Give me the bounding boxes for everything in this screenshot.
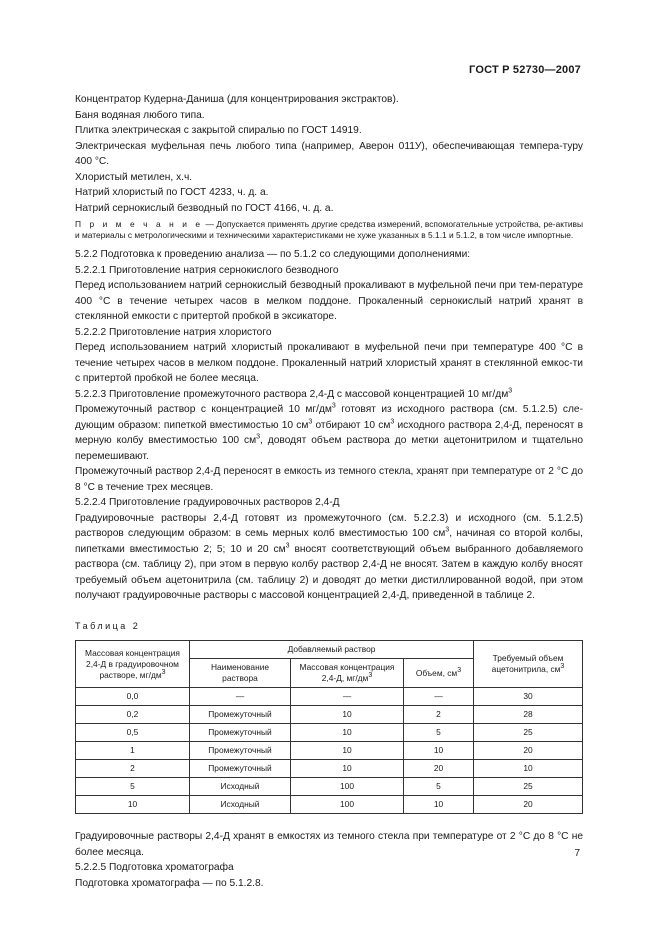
cell: 10 bbox=[291, 742, 404, 760]
cell: 0,2 bbox=[76, 706, 190, 724]
cell: Исходный bbox=[190, 796, 291, 814]
cell: 10 bbox=[404, 796, 474, 814]
superscript: 3 bbox=[390, 418, 395, 426]
cell: 2 bbox=[404, 706, 474, 724]
cell: 2 bbox=[76, 760, 190, 778]
heading-text: 5.2.2.3 Приготовление промежуточного раствора 2,4-Д с массовой концентрацией 10 мг/дм bbox=[75, 388, 509, 400]
subsection-heading bbox=[75, 387, 583, 403]
header-volume: Объем, $см^3$ bbox=[404, 659, 474, 688]
cell: 10 bbox=[291, 760, 404, 778]
cell: 10 bbox=[474, 760, 583, 778]
header-added-solution: Добавляемый раствор bbox=[190, 641, 474, 659]
superscript: 3 bbox=[331, 403, 336, 411]
table-caption: Таблица 2 bbox=[75, 620, 141, 631]
paragraph: Хлористый метилен, х.ч. bbox=[75, 171, 193, 183]
cell: 25 bbox=[474, 778, 583, 796]
cell: — bbox=[190, 688, 291, 706]
cell: 1 bbox=[76, 742, 190, 760]
text-run: отбирают 10 см bbox=[312, 419, 391, 431]
table-2 bbox=[75, 640, 583, 814]
table-row bbox=[76, 688, 583, 706]
table-row bbox=[76, 796, 583, 814]
cell: Промежуточный bbox=[190, 706, 291, 724]
paragraph: Перед использованием натрий сернокислый безводный прокаливают в муфельной печи при тем-пературе 400 °С в течение четырех часов в мелком поддоне. Прокаленный сернокислый натрий хранят в стеклянной емкости с притертой пробкой в эксикаторе. bbox=[75, 280, 583, 323]
paragraph: Электрическая муфельная печь любого типа (например, Аверон 011У), обеспечивающая темпера-туру 400 °С. bbox=[75, 140, 583, 167]
note bbox=[75, 219, 583, 241]
cell: 20 bbox=[404, 760, 474, 778]
cell: 20 bbox=[474, 742, 583, 760]
table-row bbox=[76, 742, 583, 760]
note-label: П р и м е ч а н и е bbox=[75, 219, 204, 229]
text-run: Промежуточный раствор с концентрацией 10 мг/дм bbox=[75, 404, 332, 416]
paragraph: Промежуточный раствор 2,4-Д переносят в емкость из темного стекла, хранят при температуре от 2 °С до 8 °С в течение трех месяцев. bbox=[75, 466, 583, 493]
cell: 30 bbox=[474, 688, 583, 706]
paragraph bbox=[75, 511, 583, 604]
header-acetonitrile-volume: Требуемый объем ацетонитрила, $см^3$ bbox=[474, 641, 583, 688]
table-row bbox=[76, 760, 583, 778]
cell: 10 bbox=[76, 796, 190, 814]
subsection-heading: 5.2.2.2 Приготовление натрия хлористого bbox=[75, 326, 272, 338]
cell: Исходный bbox=[190, 778, 291, 796]
text-run: вносят соответствующий объем выбранного добавляемого раствора (см. таблицу 2), при этом в первую колбу раствор 2,4-Д не вносят. Затем в каждую колбу вносят требуемый объем ацетонитрила (см. таблицу 2) и доводят до метки дистиллированной водой, при этом получают градуировочные растворы с массовой концентрацией 2,4-Д, приведенной в таблице 2. bbox=[75, 543, 584, 602]
superscript: 3 bbox=[445, 527, 450, 535]
cell: 10 bbox=[291, 706, 404, 724]
paragraph: Концентратор Кудерна-Даниша (для концентрирования экстрактов). bbox=[75, 94, 399, 105]
cell: 0,0 bbox=[76, 688, 190, 706]
note-text: — Допускается применять другие средства измерений, вспомогательные устройства, ре-активы и материалы с метрологическими и техническими характеристиками не хуже указанных в 5.1.1 и 5.1.2, в том числе импортные. bbox=[75, 219, 583, 241]
cell: 0,5 bbox=[76, 724, 190, 742]
text-run: , доводят объем раствора до метки ацетонитрилом и тщательно перемешивают. bbox=[75, 435, 583, 462]
subsection-heading: 5.2.2.4 Приготовление градуировочных растворов 2,4-Д bbox=[75, 497, 340, 509]
document-header: ГОСТ Р 52730—2007 bbox=[469, 64, 581, 76]
superscript: 3 bbox=[256, 434, 261, 442]
cell: 5 bbox=[404, 724, 474, 742]
header-solution-name: Наименование раствора bbox=[190, 659, 291, 688]
cell: Промежуточный bbox=[190, 760, 291, 778]
superscript: 3 bbox=[285, 542, 290, 550]
paragraph: Плитка электрическая с закрытой спиралью по ГОСТ 14919. bbox=[75, 125, 362, 136]
section-heading: 5.2.2 Подготовка к проведению анализа — по 5.1.2 со следующими дополнениями: bbox=[75, 249, 471, 261]
paragraph: Баня водяная любого типа. bbox=[75, 109, 205, 121]
header-mass-concentration: Массовая концентрация 2,4-Д в градуировочном растворе, $мг/дм^3$ bbox=[76, 641, 190, 688]
paragraph: Натрий хлористый по ГОСТ 4233, ч. д. а. bbox=[75, 187, 269, 198]
cell: 100 bbox=[291, 796, 404, 814]
subsection-heading: 5.2.2.1 Приготовление натрия сернокислого безводного bbox=[75, 264, 339, 276]
cell: 10 bbox=[404, 742, 474, 760]
page-content bbox=[75, 92, 583, 891]
cell: 25 bbox=[474, 724, 583, 742]
cell: Промежуточный bbox=[190, 724, 291, 742]
table-row bbox=[76, 706, 583, 724]
cell: — bbox=[404, 688, 474, 706]
cell: 100 bbox=[291, 778, 404, 796]
cell: Промежуточный bbox=[190, 742, 291, 760]
cell: 20 bbox=[474, 796, 583, 814]
cell: 5 bbox=[404, 778, 474, 796]
page-number: 7 bbox=[574, 848, 580, 859]
cell: — bbox=[291, 688, 404, 706]
text-run: , начиная со второй колбы, пипетками вместимостью 2; 5; 10 и 20 см bbox=[75, 528, 583, 555]
superscript: 3 bbox=[508, 387, 513, 395]
paragraph: Подготовка хроматографа — по 5.1.2.8. bbox=[75, 877, 264, 889]
text-run: исходного раствора 2,4-Д, переносят в мерную колбу вместимостью 100 см bbox=[75, 419, 583, 447]
cell: 28 bbox=[474, 706, 583, 724]
header-solution-concentration: Массовая концентрация 2,4-Д, $мг/дм^3$ bbox=[291, 659, 404, 688]
cell: 5 bbox=[76, 778, 190, 796]
paragraph: Перед использованием натрий хлористый прокаливают в муфельной печи при температуре 400 °С в течение четырех часов в мелком поддоне. Прокаленный натрий хлористый хранят в стеклянной емкос-ти с притертой пробкой не более месяца. bbox=[75, 342, 583, 385]
paragraph bbox=[75, 402, 583, 464]
table-row bbox=[76, 724, 583, 742]
subsection-heading: 5.2.2.5 Подготовка хроматографа bbox=[75, 862, 234, 874]
paragraph: Натрий сернокислый безводный по ГОСТ 4166, ч. д. а. bbox=[75, 202, 334, 214]
paragraph: Градуировочные растворы 2,4-Д хранят в емкостях из темного стекла при температуре от 2 °С до 8 °С не более месяца. bbox=[75, 831, 583, 858]
text-run: Градуировочные растворы 2,4-Д готовят из промежуточного (см. 5.2.2.3) и исходного (см. 5.1.2.5) растворов следующим образом: в семь мерных колб вместимостью 100 см bbox=[75, 512, 583, 540]
text-run: готовят из исходного раствора (см. 5.1.2.5) сле-дующим образом: пипеткой вместимостью 10 см bbox=[75, 404, 583, 431]
superscript: 3 bbox=[308, 418, 313, 426]
cell: 10 bbox=[291, 724, 404, 742]
table-row bbox=[76, 778, 583, 796]
